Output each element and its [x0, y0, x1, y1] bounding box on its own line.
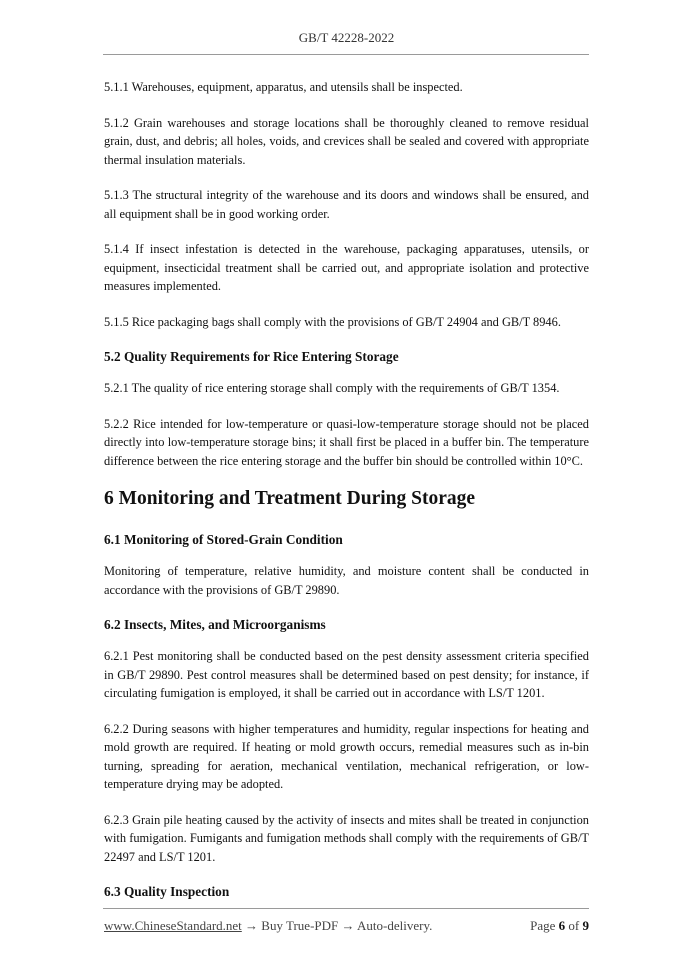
- total-pages: 9: [582, 918, 589, 933]
- arrow-icon: →: [341, 918, 355, 933]
- heading-5-2: 5.2 Quality Requirements for Rice Entering Storage: [104, 349, 399, 364]
- heading-6-1: 6.1 Monitoring of Stored-Grain Condition: [104, 532, 343, 547]
- page-body: [104, 78, 589, 914]
- clause-6-2-1: 6.2.1 Pest monitoring shall be conducted based on the pest density assessment criteria specified in GB/T 29890. Pest control measures shall be determined based on pest density; for instance, if circulating fumigation is employed, it shall be carried out in accordance with LS/T 1201.: [104, 649, 589, 700]
- heading-chapter-6: 6 Monitoring and Treatment During Storage: [104, 488, 476, 509]
- heading-6-2: 6.2 Insects, Mites, and Microorganisms: [104, 617, 326, 632]
- arrow-icon: →: [245, 918, 259, 933]
- clause-6-2-3: 6.2.3 Grain pile heating caused by the activity of insects and mites shall be treated in conjunction with fumigation. Fumigants and fumigation methods shall comply with the requirements of GB/T 22497 and LS/T 1201.: [104, 812, 589, 864]
- page-footer: [104, 918, 589, 934]
- clause-5-2-1: 5.2.1 The quality of rice entering storage shall comply with the requirements of GB/T 1354.: [104, 381, 560, 395]
- clause-5-2-2: 5.2.2 Rice intended for low-temperature or quasi-low-temperature storage should not be placed directly into low-temperature storage bins; it shall first be placed in a buffer bin. The temperature difference between the rice entering storage and the buffer bin should be controlled within 10°C.: [104, 416, 589, 468]
- page-word: Page: [530, 918, 556, 933]
- running-header: GB/T 42228-2022: [298, 30, 395, 45]
- clause-5-1-5: 5.1.5 Rice packaging bags shall comply with the provisions of GB/T 24904 and GB/T 8946.: [104, 314, 561, 329]
- clause-5-1-4: 5.1.4 If insect infestation is detected in the warehouse, packaging apparatuses, utensils, or equipment, insecticidal treatment shall be carried out, and appropriate isolation and protective measures implemented.: [104, 242, 589, 293]
- buy-true-pdf-text: Buy True-PDF: [261, 918, 339, 933]
- auto-delivery-text: Auto-delivery.: [357, 918, 433, 933]
- clause-5-1-2: 5.1.2 Grain warehouses and storage locations shall be thoroughly cleaned to remove residual grain, dust, and debris; all holes, voids, and crevices shall be sealed and covered with appropriate thermal insulation materials.: [104, 115, 589, 167]
- heading-6-3: 6.3 Quality Inspection: [104, 884, 230, 899]
- current-page: 6: [558, 918, 566, 933]
- clause-5-1-3: 5.1.3 The structural integrity of the warehouse and its doors and windows shall be ensured, and all equipment shall be in good working order.: [104, 188, 589, 221]
- page-number: [530, 918, 589, 934]
- clause-6-2-2: 6.2.2 During seasons with higher temperatures and humidity, regular inspections for heating and mold growth are required. If heating or mold growth occurs, remedial measures such as in-bin turning, spreading for aeration, mechanical ventilation, mechanical refrigeration, or low-temperature drying may be adopted.: [104, 721, 589, 791]
- site-link[interactable]: www.ChineseStandard.net: [104, 918, 242, 933]
- footer-divider: [103, 908, 589, 909]
- clause-5-1-1: 5.1.1 Warehouses, equipment, apparatus, and utensils shall be inspected.: [104, 80, 463, 94]
- of-word: of: [568, 918, 580, 933]
- clause-6-1: Monitoring of temperature, relative humidity, and moisture content shall be conducted in accordance with the provisions of GB/T 29890.: [104, 564, 589, 597]
- header-divider: [103, 54, 589, 55]
